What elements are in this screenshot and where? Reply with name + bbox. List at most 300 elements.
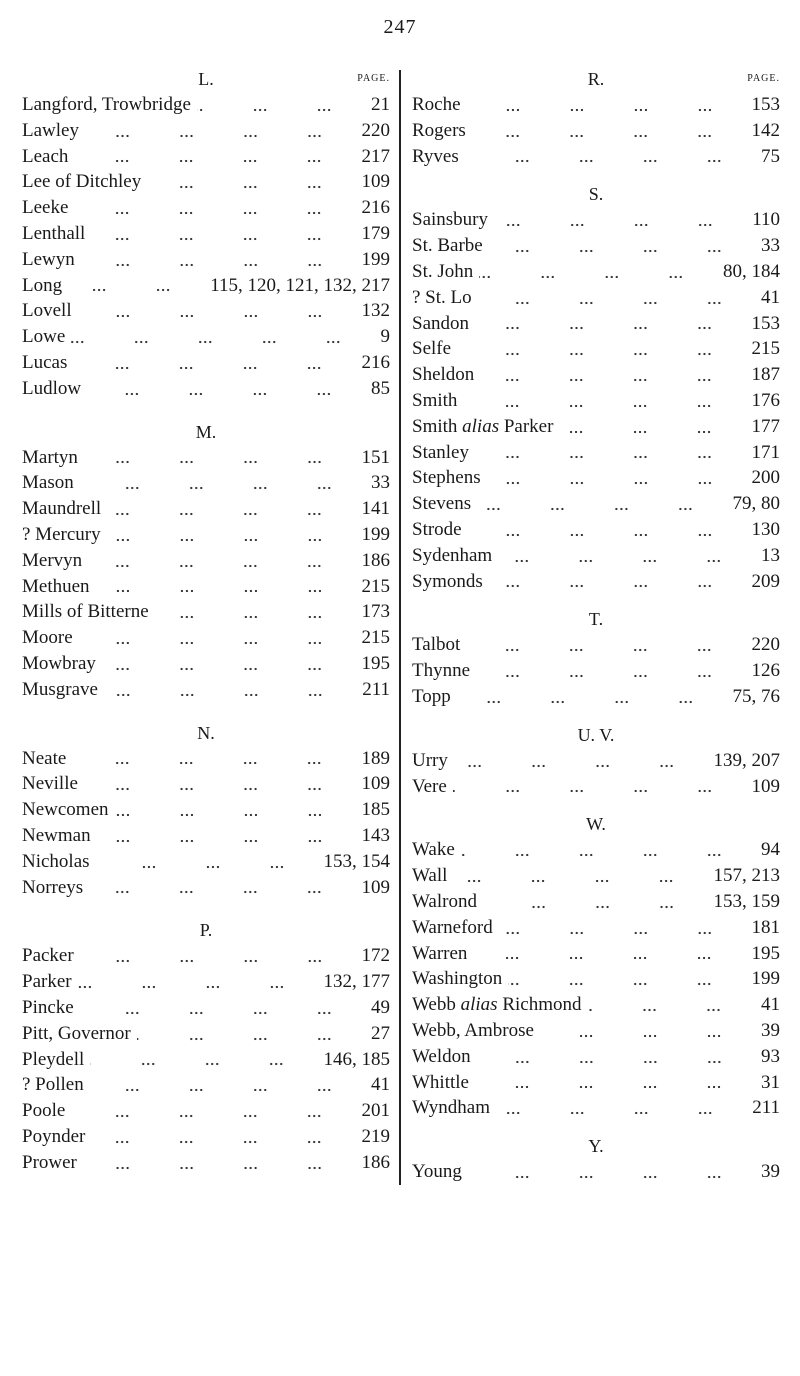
entry-name-text: Lovell bbox=[22, 300, 72, 322]
entry-name-text: ? Mercury bbox=[22, 523, 101, 545]
entry-alias: alias bbox=[460, 994, 498, 1016]
index-entry bbox=[22, 746, 390, 772]
entry-name-text: Newcomen bbox=[22, 799, 109, 821]
dot-leader bbox=[90, 1087, 365, 1093]
entry-name bbox=[412, 336, 451, 362]
entry-name-text: Strode bbox=[412, 518, 462, 540]
entry-name-text: Smith bbox=[412, 415, 458, 437]
section-letter: N. bbox=[197, 722, 215, 743]
dot-leader bbox=[489, 583, 746, 589]
index-entry bbox=[412, 658, 780, 684]
index-entry bbox=[412, 1018, 780, 1044]
dot-leader bbox=[74, 158, 355, 164]
index-entry bbox=[22, 969, 390, 995]
index-entry bbox=[412, 543, 780, 569]
entry-name-text: Webb, Ambrose bbox=[412, 1019, 534, 1041]
index-entry bbox=[412, 118, 780, 144]
dot-leader bbox=[78, 313, 356, 319]
index-entry bbox=[412, 1070, 780, 1096]
entry-pages: 153, 159 bbox=[713, 890, 780, 912]
entry-pages: 109 bbox=[361, 876, 390, 898]
index-entry bbox=[22, 273, 390, 299]
index-entry bbox=[412, 465, 780, 491]
entry-name-text: Sydenham bbox=[412, 544, 493, 566]
index-entry bbox=[412, 233, 780, 259]
index-section bbox=[412, 606, 780, 709]
entry-name-text: Lewyn bbox=[22, 248, 75, 270]
dot-leader bbox=[71, 339, 374, 345]
entry-name-text: Poole bbox=[22, 1100, 66, 1122]
entry-name bbox=[22, 548, 82, 574]
entry-name bbox=[412, 569, 483, 595]
entry-pages: 186 bbox=[361, 549, 390, 571]
index-section bbox=[22, 917, 390, 1175]
entry-name bbox=[22, 445, 78, 471]
index-entry bbox=[22, 1047, 390, 1073]
entry-name bbox=[22, 1021, 131, 1047]
entry-pages: 185 bbox=[361, 799, 390, 821]
section-letter: L. bbox=[198, 69, 214, 89]
entry-pages: 153, 154 bbox=[323, 850, 390, 872]
entry-name bbox=[412, 118, 466, 144]
entry-name-text: Norreys bbox=[22, 876, 84, 898]
entry-pages: 176 bbox=[751, 389, 780, 411]
entry-pages: 219 bbox=[361, 1125, 390, 1147]
entry-name-text: Maundrell bbox=[22, 498, 102, 520]
entry-name bbox=[412, 1018, 534, 1044]
dot-leader bbox=[88, 563, 355, 569]
entry-name bbox=[22, 92, 191, 118]
entry-name-text: Mervyn bbox=[22, 549, 83, 571]
entry-pages: 9 bbox=[380, 326, 390, 348]
dot-leader bbox=[137, 1036, 365, 1042]
entry-name bbox=[22, 599, 149, 625]
entry-name bbox=[412, 144, 459, 170]
dot-leader bbox=[83, 1165, 356, 1171]
page-number: 247 bbox=[383, 16, 417, 38]
index-entry bbox=[22, 221, 390, 247]
entry-pages: 211 bbox=[752, 1097, 780, 1119]
entry-pages: 115, 120, 121, 132, 217 bbox=[210, 274, 390, 296]
entry-name bbox=[412, 915, 493, 941]
entry-name bbox=[22, 376, 81, 402]
entry-name bbox=[412, 658, 470, 684]
dot-leader bbox=[494, 222, 746, 228]
dot-leader bbox=[498, 558, 755, 564]
entry-pages: 109 bbox=[751, 775, 780, 797]
dot-leader bbox=[496, 1110, 746, 1116]
dot-leader bbox=[468, 532, 746, 538]
entry-name-text: Prower bbox=[22, 1151, 77, 1173]
entry-pages: 171 bbox=[751, 441, 780, 463]
dot-leader bbox=[559, 429, 745, 435]
entry-pages: 220 bbox=[361, 119, 390, 141]
index-entry bbox=[22, 875, 390, 901]
section-letter: Y. bbox=[588, 1136, 604, 1157]
entry-name-text: Sainsbury bbox=[412, 209, 488, 231]
dot-leader bbox=[197, 107, 365, 113]
entry-pages: 33 bbox=[761, 235, 780, 257]
entry-name bbox=[22, 625, 73, 651]
entry-name bbox=[412, 491, 471, 517]
index-entry bbox=[412, 966, 780, 992]
index-entry bbox=[412, 517, 780, 543]
entry-name-text: Neville bbox=[22, 773, 78, 795]
entry-name bbox=[22, 1150, 77, 1176]
index-entry bbox=[412, 311, 780, 337]
dot-leader bbox=[155, 614, 356, 620]
entry-name-text: ? St. Lo bbox=[412, 286, 472, 308]
entry-pages: 157, 213 bbox=[713, 865, 780, 887]
entry-name-text: Leach bbox=[22, 145, 69, 167]
entry-pages: 173 bbox=[361, 601, 390, 623]
entry-pages: 94 bbox=[761, 839, 780, 861]
entry-pages: 132, 177 bbox=[323, 971, 390, 993]
index-entry bbox=[22, 169, 390, 195]
entry-name-text: Stephens bbox=[412, 467, 481, 489]
index-entry bbox=[22, 849, 390, 875]
page-column-label: PAGE. bbox=[357, 73, 390, 84]
entry-name bbox=[22, 118, 79, 144]
entry-name-text: Vere bbox=[412, 775, 447, 797]
index-section bbox=[412, 722, 780, 800]
section-letter: U. V. bbox=[577, 724, 615, 745]
entry-pages: 215 bbox=[751, 338, 780, 360]
dot-leader bbox=[102, 666, 356, 672]
dot-leader bbox=[81, 262, 356, 268]
entry-pages: 153 bbox=[751, 94, 780, 115]
dot-leader bbox=[90, 1061, 317, 1067]
section-heading bbox=[412, 1133, 780, 1159]
entry-name bbox=[412, 92, 461, 118]
entry-name bbox=[412, 414, 553, 440]
entry-name-text: Stevens bbox=[412, 493, 472, 515]
entry-name-text: Sheldon bbox=[412, 364, 475, 386]
entry-name bbox=[412, 863, 447, 889]
dot-leader bbox=[85, 133, 356, 139]
index-section bbox=[412, 1133, 780, 1185]
dot-leader bbox=[96, 588, 356, 594]
index-entry bbox=[412, 285, 780, 311]
index-entry bbox=[22, 92, 390, 118]
entry-pages: 153 bbox=[751, 312, 780, 334]
entry-pages: 13 bbox=[761, 544, 780, 566]
dot-leader bbox=[87, 391, 365, 397]
entry-name bbox=[22, 273, 62, 299]
entry-name bbox=[412, 941, 467, 967]
entry-pages: 216 bbox=[361, 351, 390, 373]
entry-name-text: Roche bbox=[412, 94, 461, 115]
dot-leader bbox=[79, 640, 356, 646]
entry-name-text: Young bbox=[412, 1161, 462, 1183]
dot-leader bbox=[487, 480, 746, 486]
entry-name-text: Lenthall bbox=[22, 222, 86, 244]
dot-leader bbox=[457, 351, 745, 357]
entry-name-text: ? Pollen bbox=[22, 1074, 84, 1096]
section-heading bbox=[22, 66, 390, 92]
index-entry bbox=[412, 336, 780, 362]
entry-pages: 33 bbox=[371, 472, 390, 494]
dot-leader bbox=[473, 955, 745, 961]
index-entry bbox=[412, 748, 780, 774]
index-entry bbox=[22, 797, 390, 823]
entry-name bbox=[22, 651, 96, 677]
entry-pages: 49 bbox=[371, 996, 390, 1018]
entry-name-text: Mowbray bbox=[22, 652, 96, 674]
entry-name-text: Whittle bbox=[412, 1071, 469, 1093]
entry-pages: 215 bbox=[361, 575, 390, 597]
index-section bbox=[22, 419, 390, 703]
dot-leader bbox=[454, 763, 708, 769]
entry-name bbox=[412, 207, 488, 233]
dot-leader bbox=[466, 647, 745, 653]
entry-pages: 39 bbox=[761, 1019, 780, 1041]
entry-name bbox=[412, 388, 457, 414]
entry-pages: 195 bbox=[361, 652, 390, 674]
dot-leader bbox=[478, 300, 755, 306]
entry-name-text: Topp bbox=[412, 685, 451, 707]
index-entry bbox=[22, 522, 390, 548]
entry-name-text: Moore bbox=[22, 627, 73, 649]
entry-alias: alias bbox=[462, 415, 500, 437]
entry-name-text: Lawley bbox=[22, 119, 79, 141]
dot-leader bbox=[475, 1084, 755, 1090]
entry-name-text: Stanley bbox=[412, 441, 469, 463]
entry-name bbox=[412, 285, 472, 311]
entry-name bbox=[22, 1072, 84, 1098]
index-entry bbox=[22, 350, 390, 376]
entry-pages: 199 bbox=[361, 248, 390, 270]
dot-leader bbox=[453, 788, 746, 794]
index-entry bbox=[22, 1021, 390, 1047]
index-entry bbox=[22, 1072, 390, 1098]
entry-pages: 109 bbox=[361, 171, 390, 193]
index-entry bbox=[412, 863, 780, 889]
entry-name bbox=[22, 1047, 84, 1073]
entry-name bbox=[22, 823, 91, 849]
index-entry bbox=[412, 1044, 780, 1070]
entry-pages: 200 bbox=[751, 467, 780, 489]
entry-pages: 142 bbox=[751, 119, 780, 141]
entry-name bbox=[412, 774, 447, 800]
entry-name-text: St. Barbe bbox=[412, 235, 483, 257]
entry-name-text: Talbot bbox=[412, 634, 461, 656]
entry-name bbox=[412, 543, 492, 569]
index-entry bbox=[22, 1124, 390, 1150]
entry-pages: 139, 207 bbox=[713, 749, 780, 771]
dot-leader bbox=[480, 377, 745, 383]
dot-leader bbox=[115, 812, 356, 818]
dot-leader bbox=[96, 864, 318, 870]
entry-name bbox=[412, 1095, 490, 1121]
entry-name bbox=[22, 470, 74, 496]
entry-name bbox=[22, 195, 68, 221]
index-entry bbox=[22, 144, 390, 170]
entry-name bbox=[22, 350, 67, 376]
entry-name-text: Lowe bbox=[22, 326, 66, 348]
entry-name-text: Pleydell bbox=[22, 1048, 85, 1070]
entry-pages: 199 bbox=[361, 523, 390, 545]
entry-name-text: Walrond bbox=[412, 890, 477, 912]
entry-pages: 27 bbox=[371, 1022, 390, 1044]
entry-name-text: Leeke bbox=[22, 197, 69, 219]
index-section bbox=[412, 811, 780, 1121]
index-entry bbox=[22, 995, 390, 1021]
entry-name-text: Packer bbox=[22, 945, 74, 967]
entry-name bbox=[22, 247, 75, 273]
index-entry bbox=[412, 207, 780, 233]
index-entry bbox=[412, 941, 780, 967]
entry-name bbox=[22, 771, 78, 797]
index-column-left bbox=[22, 66, 390, 1175]
entry-name bbox=[22, 496, 101, 522]
entry-name bbox=[22, 797, 109, 823]
index-section bbox=[22, 720, 390, 901]
entry-name bbox=[22, 849, 90, 875]
index-entry bbox=[412, 1095, 780, 1121]
entry-pages: 80, 184 bbox=[723, 260, 780, 282]
dot-leader bbox=[465, 158, 755, 164]
index-entry bbox=[22, 548, 390, 574]
index-entry bbox=[412, 92, 780, 118]
entry-pages: 21 bbox=[371, 94, 390, 115]
index-entry bbox=[412, 259, 780, 285]
entry-name bbox=[412, 889, 477, 915]
section-heading bbox=[22, 419, 390, 445]
entry-pages: 109 bbox=[361, 773, 390, 795]
index-entry bbox=[412, 774, 780, 800]
index-entry bbox=[22, 445, 390, 471]
entry-name-text: Neate bbox=[22, 747, 67, 769]
section-letter: T. bbox=[588, 609, 604, 630]
entry-name bbox=[412, 748, 448, 774]
section-heading bbox=[412, 811, 780, 837]
entry-pages: 151 bbox=[361, 446, 390, 468]
entry-name bbox=[412, 311, 469, 337]
entry-name-text: Lucas bbox=[22, 351, 68, 373]
entry-name bbox=[22, 943, 74, 969]
entry-pages: 220 bbox=[751, 634, 780, 656]
index-entry bbox=[412, 388, 780, 414]
index-entry bbox=[22, 1098, 390, 1124]
dot-leader bbox=[483, 904, 708, 910]
entry-pages: 85 bbox=[371, 377, 390, 399]
entry-pages: 209 bbox=[751, 570, 780, 592]
index-entry bbox=[22, 247, 390, 273]
entry-pages: 126 bbox=[751, 660, 780, 682]
index-entry bbox=[22, 943, 390, 969]
entry-alias-name: Parker bbox=[503, 415, 554, 437]
index-entry bbox=[412, 362, 780, 388]
entry-name bbox=[22, 746, 66, 772]
section-heading bbox=[412, 722, 780, 748]
dot-leader bbox=[68, 287, 204, 293]
entry-pages: 187 bbox=[751, 364, 780, 386]
entry-name-text: Newman bbox=[22, 824, 91, 846]
dot-leader bbox=[104, 692, 356, 698]
section-heading bbox=[412, 66, 780, 92]
entry-name bbox=[412, 1070, 469, 1096]
entry-name bbox=[22, 1098, 65, 1124]
entry-name-text: Martyn bbox=[22, 446, 78, 468]
dot-leader bbox=[74, 210, 355, 216]
index-entry bbox=[22, 298, 390, 324]
dot-leader bbox=[107, 537, 356, 543]
entry-name bbox=[22, 995, 74, 1021]
index-column-right bbox=[412, 66, 780, 1185]
entry-name bbox=[22, 969, 72, 995]
entry-name-text: Symonds bbox=[412, 570, 483, 592]
entry-name bbox=[412, 992, 581, 1018]
entry-alias-name: Richmond bbox=[502, 994, 582, 1016]
entry-name bbox=[22, 324, 65, 350]
entry-name bbox=[412, 440, 469, 466]
index-entry bbox=[412, 440, 780, 466]
dot-leader bbox=[80, 485, 365, 491]
index-entry bbox=[412, 144, 780, 170]
entry-name-text: Parker bbox=[22, 971, 72, 993]
index-entry bbox=[412, 684, 780, 710]
dot-leader bbox=[587, 1007, 755, 1013]
index-section bbox=[22, 66, 390, 402]
entry-name bbox=[412, 259, 473, 285]
index-entry bbox=[22, 651, 390, 677]
index-entry bbox=[412, 632, 780, 658]
index-entry bbox=[412, 915, 780, 941]
entry-name bbox=[412, 362, 474, 388]
dot-leader bbox=[540, 1033, 755, 1039]
entry-name bbox=[22, 1124, 85, 1150]
section-letter: W. bbox=[586, 814, 606, 835]
dot-leader bbox=[147, 184, 355, 190]
page-column-label: PAGE. bbox=[747, 73, 780, 84]
entry-pages: 186 bbox=[361, 1151, 390, 1173]
entry-name bbox=[22, 298, 72, 324]
entry-pages: 141 bbox=[361, 498, 390, 520]
entry-name-text: Long bbox=[22, 274, 63, 296]
index-entry bbox=[22, 470, 390, 496]
entry-pages: 181 bbox=[751, 916, 780, 938]
dot-leader bbox=[97, 838, 356, 844]
entry-pages: 179 bbox=[361, 222, 390, 244]
entry-name bbox=[412, 1159, 462, 1185]
section-heading bbox=[412, 181, 780, 207]
entry-pages: 132 bbox=[361, 300, 390, 322]
dot-leader bbox=[71, 1113, 355, 1119]
entry-name bbox=[412, 632, 460, 658]
dot-leader bbox=[78, 984, 318, 990]
entry-name-text: Ryves bbox=[412, 145, 459, 167]
index-entry bbox=[412, 491, 780, 517]
entry-name bbox=[22, 677, 98, 703]
entry-pages: 31 bbox=[761, 1071, 780, 1093]
index-entry bbox=[22, 118, 390, 144]
dot-leader bbox=[477, 506, 726, 512]
column-divider bbox=[399, 70, 401, 1185]
index-section bbox=[412, 66, 780, 169]
index-entry bbox=[22, 1150, 390, 1176]
entry-name-text: Musgrave bbox=[22, 678, 98, 700]
entry-name bbox=[22, 574, 90, 600]
dot-leader bbox=[107, 511, 355, 517]
section-heading bbox=[22, 917, 390, 943]
index-entry bbox=[22, 677, 390, 703]
entry-pages: 172 bbox=[361, 945, 390, 967]
entry-pages: 195 bbox=[751, 942, 780, 964]
entry-pages: 199 bbox=[751, 968, 780, 990]
index-entry bbox=[412, 992, 780, 1018]
dot-leader bbox=[479, 274, 717, 280]
